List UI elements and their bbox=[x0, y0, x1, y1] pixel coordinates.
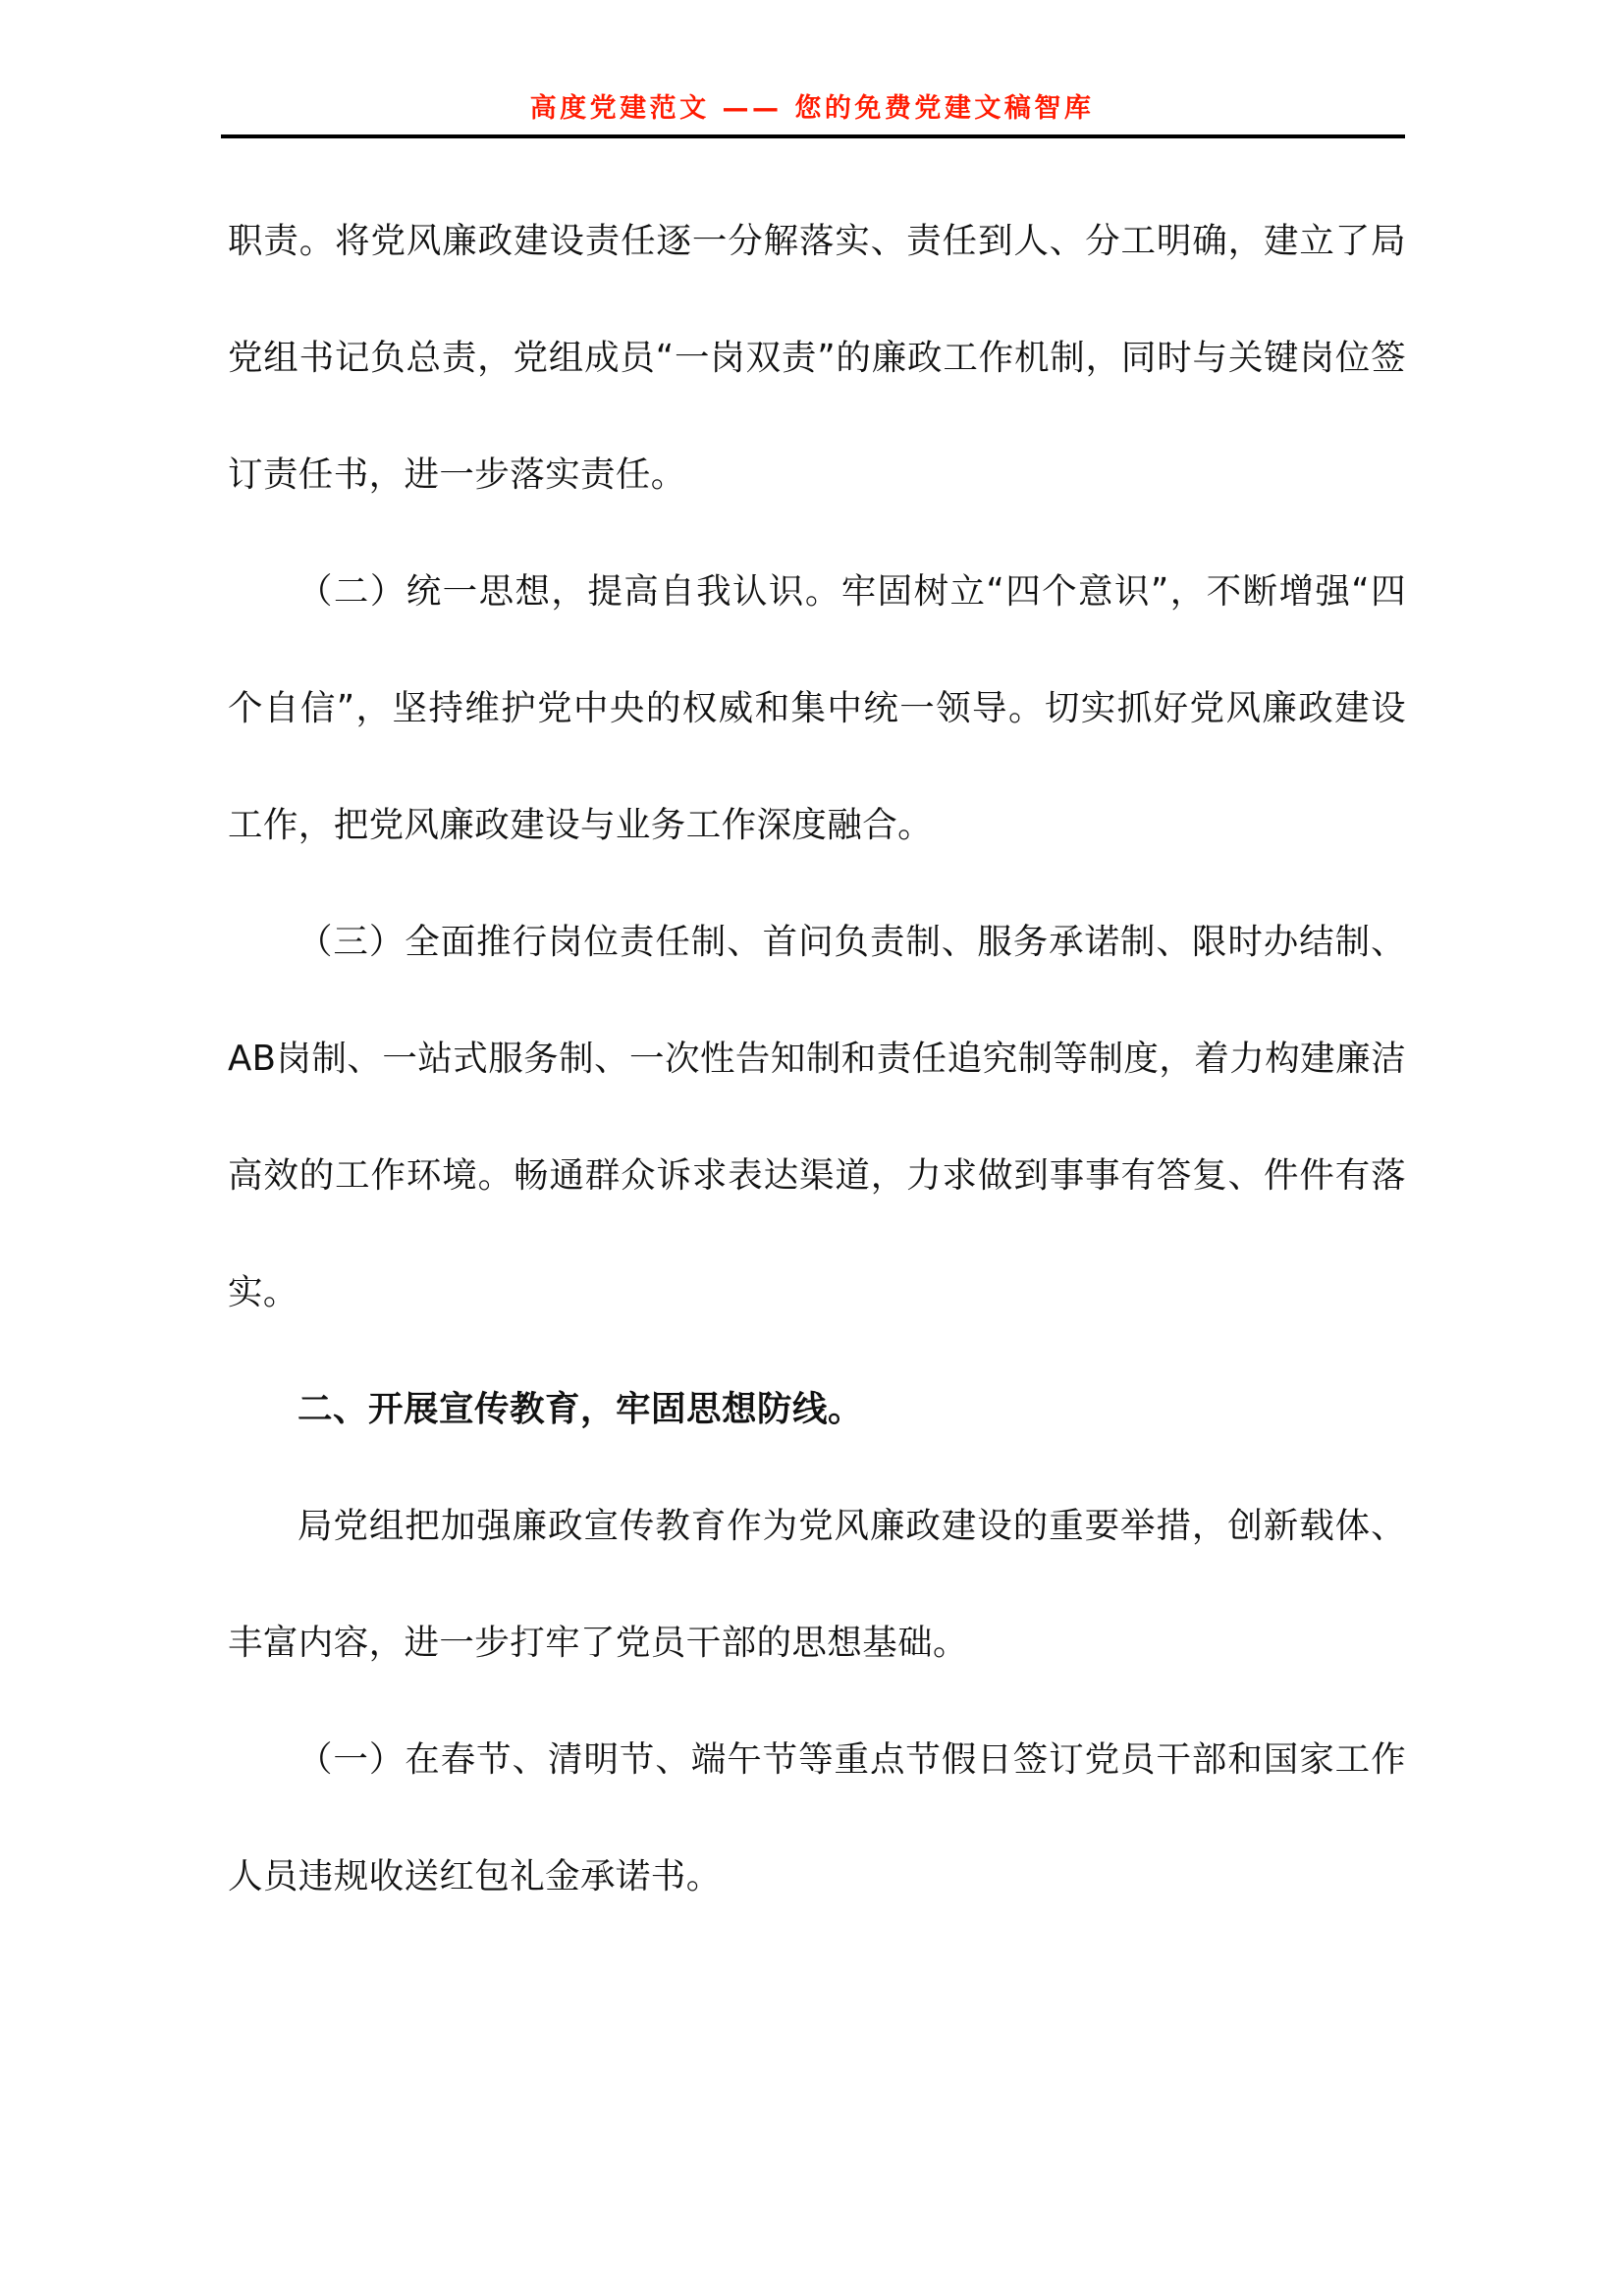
section-heading: 二、开展宣传教育，牢固思想防线。 bbox=[298, 1389, 864, 1429]
body-paragraph: 局党组把加强廉政宣传教育作为党风廉政建设的重要举措，创新载体、丰富内容，进一步打牢了党员干部的思想基础。 bbox=[228, 1506, 1406, 1663]
body-paragraph: 职责。将党风廉政建设责任逐一分解落实、责任到人、分工明确，建立了局党组书记负总责，党组成员“一岗双责”的廉政工作机制，同时与关键岗位签订责任书，进一步落实责任。 bbox=[228, 221, 1406, 495]
body-paragraph: （一）在春节、清明节、端午节等重点节假日签订党员干部和国家工作人员违规收送红包礼金承诺书。 bbox=[228, 1739, 1406, 1896]
body-paragraph: （二）统一思想，提高自我认识。牢固树立“四个意识”，不断增强“四个自信”，坚持维护党中央的权威和集中统一领导。切实抓好党风廉政建设工作，把党风廉政建设与业务工作深度融合。 bbox=[228, 571, 1406, 845]
page-header-banner bbox=[0, 94, 1624, 124]
header-divider-rule bbox=[221, 134, 1405, 138]
site-watermark-title: 高度党建范文 —— 您的免费党建文稿智库 bbox=[529, 93, 1095, 124]
body-paragraph: （三）全面推行岗位责任制、首问负责制、服务承诺制、限时办结制、AB岗制、一站式服务制、一次性告知制和责任追究制等制度，着力构建廉洁高效的工作环境。畅通群众诉求表达渠道，力求做到事事有答复、件件有落实。 bbox=[228, 922, 1406, 1312]
document-body bbox=[228, 183, 1406, 1935]
